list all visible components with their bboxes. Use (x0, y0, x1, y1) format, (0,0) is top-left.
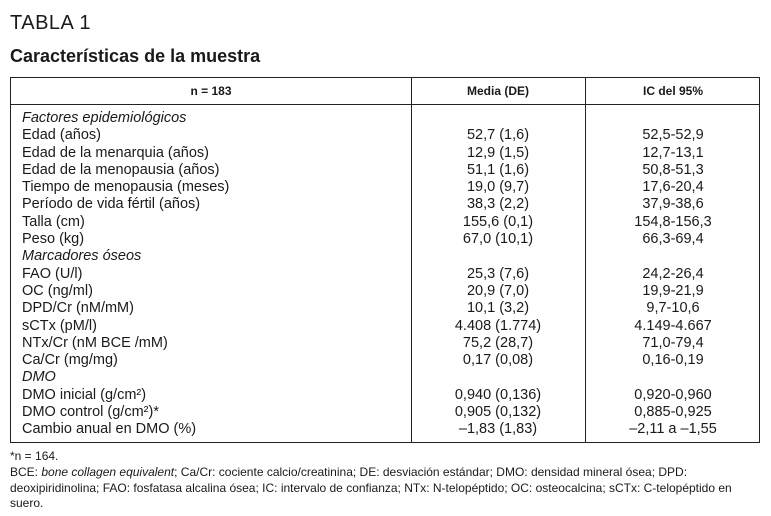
row-label: sCTx (pM/l) (22, 317, 97, 334)
row-label: Período de vida fértil (años) (22, 196, 201, 213)
cell-mean: –1,83 (1,83) (458, 421, 538, 438)
section-label: Marcadores óseos (22, 248, 142, 265)
cell-mean: 0,905 (0,132) (454, 404, 542, 421)
section-row (11, 110, 761, 127)
table-row (11, 231, 761, 248)
row-label: Tiempo de menopausia (meses) (22, 179, 230, 196)
table-title: Características de la muestra (10, 46, 261, 66)
table-row (11, 196, 761, 213)
row-label: Cambio anual en DMO (%) (22, 421, 197, 438)
table-row (11, 318, 761, 335)
cell-mean: 38,3 (2,2) (466, 196, 530, 213)
cell-mean: 4.408 (1.774) (454, 317, 542, 334)
cell-mean: 0,17 (0,08) (462, 352, 534, 369)
cell-mean: 19,0 (9,7) (466, 179, 530, 196)
table-row (11, 127, 761, 144)
table-row (11, 179, 761, 196)
cell-ci: 19,9-21,9 (642, 282, 704, 299)
cell-mean: 75,2 (28,7) (462, 334, 534, 351)
cell-ci: 37,9-38,6 (642, 196, 704, 213)
row-label: DPD/Cr (nM/mM) (22, 300, 134, 317)
cell-mean: 67,0 (10,1) (462, 231, 534, 248)
cell-mean: 10,1 (3,2) (466, 300, 530, 317)
row-label: Talla (cm) (22, 213, 85, 230)
table-row (11, 335, 761, 352)
table-row (11, 266, 761, 283)
table-row (11, 300, 761, 317)
cell-mean: 155,6 (0,1) (462, 213, 534, 230)
footnote-abbrev-prefix: BCE: (10, 465, 42, 479)
section-label: DMO (22, 369, 56, 386)
cell-ci: 9,7-10,6 (646, 300, 700, 317)
cell-ci: –2,11 a –1,55 (629, 421, 717, 438)
data-table (10, 77, 760, 443)
table-row (11, 162, 761, 179)
table-row (11, 352, 761, 369)
cell-ci: 0,920-0,960 (634, 386, 712, 403)
cell-mean: 51,1 (1,6) (466, 161, 530, 178)
section-row (11, 369, 761, 386)
header-sample-size: n = 183 (190, 84, 232, 98)
cell-mean: 25,3 (7,6) (466, 265, 530, 282)
cell-ci: 0,16-0,19 (642, 352, 704, 369)
cell-ci: 24,2-26,4 (642, 265, 704, 282)
cell-ci: 154,8-156,3 (634, 213, 712, 230)
cell-mean: 12,9 (1,5) (466, 144, 530, 161)
table-row (11, 283, 761, 300)
footnote-abbrev-italic: bone collagen equivalent (41, 465, 175, 479)
header-mean-sd: Media (DE) (466, 84, 529, 98)
table-row (11, 214, 761, 231)
table-row (11, 387, 761, 404)
cell-mean: 20,9 (7,0) (466, 282, 530, 299)
cell-ci: 71,0-79,4 (642, 334, 704, 351)
row-label: Edad de la menarquia (años) (22, 144, 210, 161)
cell-mean: 52,7 (1,6) (466, 127, 530, 144)
row-label: NTx/Cr (nM BCE /mM) (22, 334, 168, 351)
footnote-abbrev-rest: ; Ca/Cr: cociente calcio/creatinina; DE: desviación estándar; DMO: densidad mineral ósea; DPD: deoxipiridinolina; FAO: fosfatasa alcalina ósea; IC: intervalo de confianza; NTx: N-telopéptido; OC: osteocalcina; sCTx: C-telopéptido en suero. (10, 465, 732, 510)
cell-ci: 17,6-20,4 (642, 179, 704, 196)
row-label: DMO control (g/cm²)* (22, 404, 159, 421)
footnote-abbreviations (10, 465, 765, 512)
row-label: Peso (kg) (22, 231, 85, 248)
row-label: OC (ng/ml) (22, 282, 93, 299)
cell-ci: 0,885-0,925 (634, 404, 712, 421)
row-label: Edad (años) (22, 127, 101, 144)
cell-ci: 50,8-51,3 (642, 161, 704, 178)
cell-ci: 66,3-69,4 (642, 231, 704, 248)
row-label: DMO inicial (g/cm²) (22, 386, 147, 403)
header-divider (11, 104, 759, 105)
section-row (11, 248, 761, 265)
footnote-n: *n = 164. (10, 449, 59, 463)
table-label: TABLA 1 (10, 12, 91, 34)
cell-ci: 4.149-4.667 (634, 317, 712, 334)
table-row (11, 421, 761, 438)
table-row (11, 404, 761, 421)
row-label: FAO (U/l) (22, 265, 83, 282)
section-label: Factores epidemiológicos (22, 110, 187, 126)
cell-mean: 0,940 (0,136) (454, 386, 542, 403)
header-ci-95: IC del 95% (642, 84, 704, 98)
table-row (11, 145, 761, 162)
cell-ci: 52,5-52,9 (642, 127, 704, 144)
cell-ci: 12,7-13,1 (642, 144, 704, 161)
table-body (11, 110, 761, 439)
row-label: Ca/Cr (mg/mg) (22, 352, 118, 369)
row-label: Edad de la menopausia (años) (22, 161, 220, 178)
